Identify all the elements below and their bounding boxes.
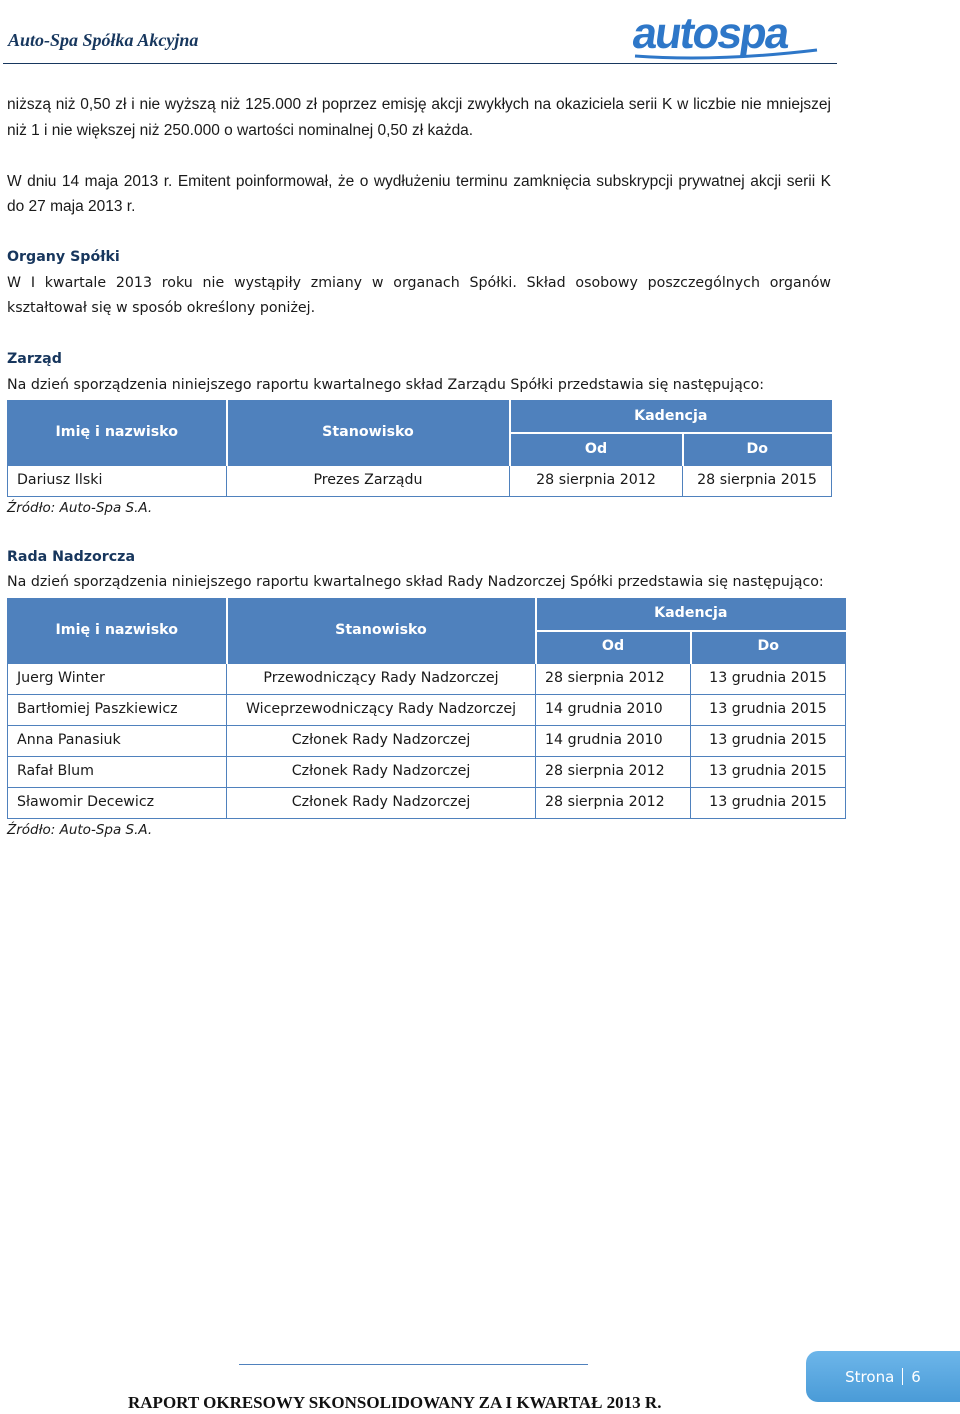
table-row (8, 725, 846, 756)
autospa-logo (627, 4, 827, 64)
term-to: 13 grudnia 2015 (691, 756, 846, 787)
company-name: Auto-Spa Spółka Akcyjna (8, 30, 199, 50)
header-name: Imię i nazwisko (8, 598, 227, 663)
logo-text: autospa (629, 9, 791, 58)
page-number-badge (806, 1351, 960, 1402)
table-row (8, 466, 832, 497)
page-label: Strona (845, 1367, 895, 1386)
term-to: 13 grudnia 2015 (691, 725, 846, 756)
rada-source: Źródło: Auto-Spa S.A. (7, 821, 153, 838)
intro-paragraph-2: W dniu 14 maja 2013 r. Emitent poinformował, że o wydłużeniu terminu zamknięcia subskrypcji prywatnej akcji serii K do 27 maja 2013 r. (7, 172, 831, 215)
term-from: 14 grudnia 2010 (536, 694, 691, 725)
organy-heading: Organy Spółki (7, 249, 120, 265)
page-separator (902, 1368, 903, 1385)
zarzad-intro: Na dzień sporządzenia niniejszego raportu kwartalnego skład Zarządu Spółki przedstawia się następująco: (7, 376, 765, 393)
term-to: 13 grudnia 2015 (691, 694, 846, 725)
header-term: Kadencja (536, 598, 846, 631)
header-name: Imię i nazwisko (8, 401, 227, 466)
table-row (8, 663, 846, 694)
term-from: 14 grudnia 2010 (536, 725, 691, 756)
member-name: Bartłomiej Paszkiewicz (8, 694, 227, 725)
term-to: 28 sierpnia 2015 (683, 466, 832, 497)
header-term: Kadencja (510, 401, 832, 434)
table-row (8, 694, 846, 725)
zarzad-heading: Zarząd (7, 351, 62, 367)
term-from: 28 sierpnia 2012 (536, 756, 691, 787)
term-from: 28 sierpnia 2012 (536, 663, 691, 694)
member-position: Członek Rady Nadzorczej (227, 725, 536, 756)
footer-rule (239, 1364, 588, 1365)
member-position: Przewodniczący Rady Nadzorczej (227, 663, 536, 694)
organy-text: W I kwartale 2013 roku nie wystąpiły zmiany w organach Spółki. Skład osobowy poszczególnych organów kształtował się w sposób określony poniżej. (7, 274, 831, 316)
member-name: Sławomir Decewicz (8, 787, 227, 818)
member-name: Anna Panasiuk (8, 725, 227, 756)
header-to: Do (691, 631, 846, 664)
zarzad-table (7, 400, 832, 497)
zarzad-source: Źródło: Auto-Spa S.A. (7, 500, 153, 516)
member-name: Rafał Blum (8, 756, 227, 787)
rada-heading: Rada Nadzorcza (7, 548, 136, 565)
member-position: Wiceprzewodniczący Rady Nadzorczej (227, 694, 536, 725)
term-to: 13 grudnia 2015 (691, 663, 846, 694)
page-content (7, 92, 831, 841)
term-to: 13 grudnia 2015 (691, 787, 846, 818)
header-from: Od (536, 631, 691, 664)
member-position: Prezes Zarządu (227, 466, 510, 497)
header-from: Od (510, 433, 683, 466)
table-row (8, 787, 846, 818)
header-position: Stanowisko (227, 401, 510, 466)
term-from: 28 sierpnia 2012 (510, 466, 683, 497)
member-name: Dariusz Ilski (8, 466, 227, 497)
rada-table (7, 598, 846, 819)
term-from: 28 sierpnia 2012 (536, 787, 691, 818)
header-position: Stanowisko (227, 598, 536, 663)
table-row (8, 756, 846, 787)
member-name: Juerg Winter (8, 663, 227, 694)
member-position: Członek Rady Nadzorczej (227, 756, 536, 787)
report-title: RAPORT OKRESOWY SKONSOLIDOWANY ZA I KWARTAŁ 2013 R. (128, 1393, 662, 1412)
header-rule (3, 63, 837, 64)
header-to: Do (683, 433, 832, 466)
intro-paragraph-1: niższą niż 0,50 zł i nie wyższą niż 125.000 zł poprzez emisję akcji zwykłych na okaziciela serii K w liczbie nie mniejszej niż 1 i nie większej niż 250.000 o wartości nominalnej 0,50 zł każda. (7, 96, 831, 139)
member-position: Członek Rady Nadzorczej (227, 787, 536, 818)
page-number: 6 (911, 1367, 921, 1386)
rada-intro: Na dzień sporządzenia niniejszego raportu kwartalnego skład Rady Nadzorczej Spółki przedstawia się następująco: (7, 574, 824, 590)
